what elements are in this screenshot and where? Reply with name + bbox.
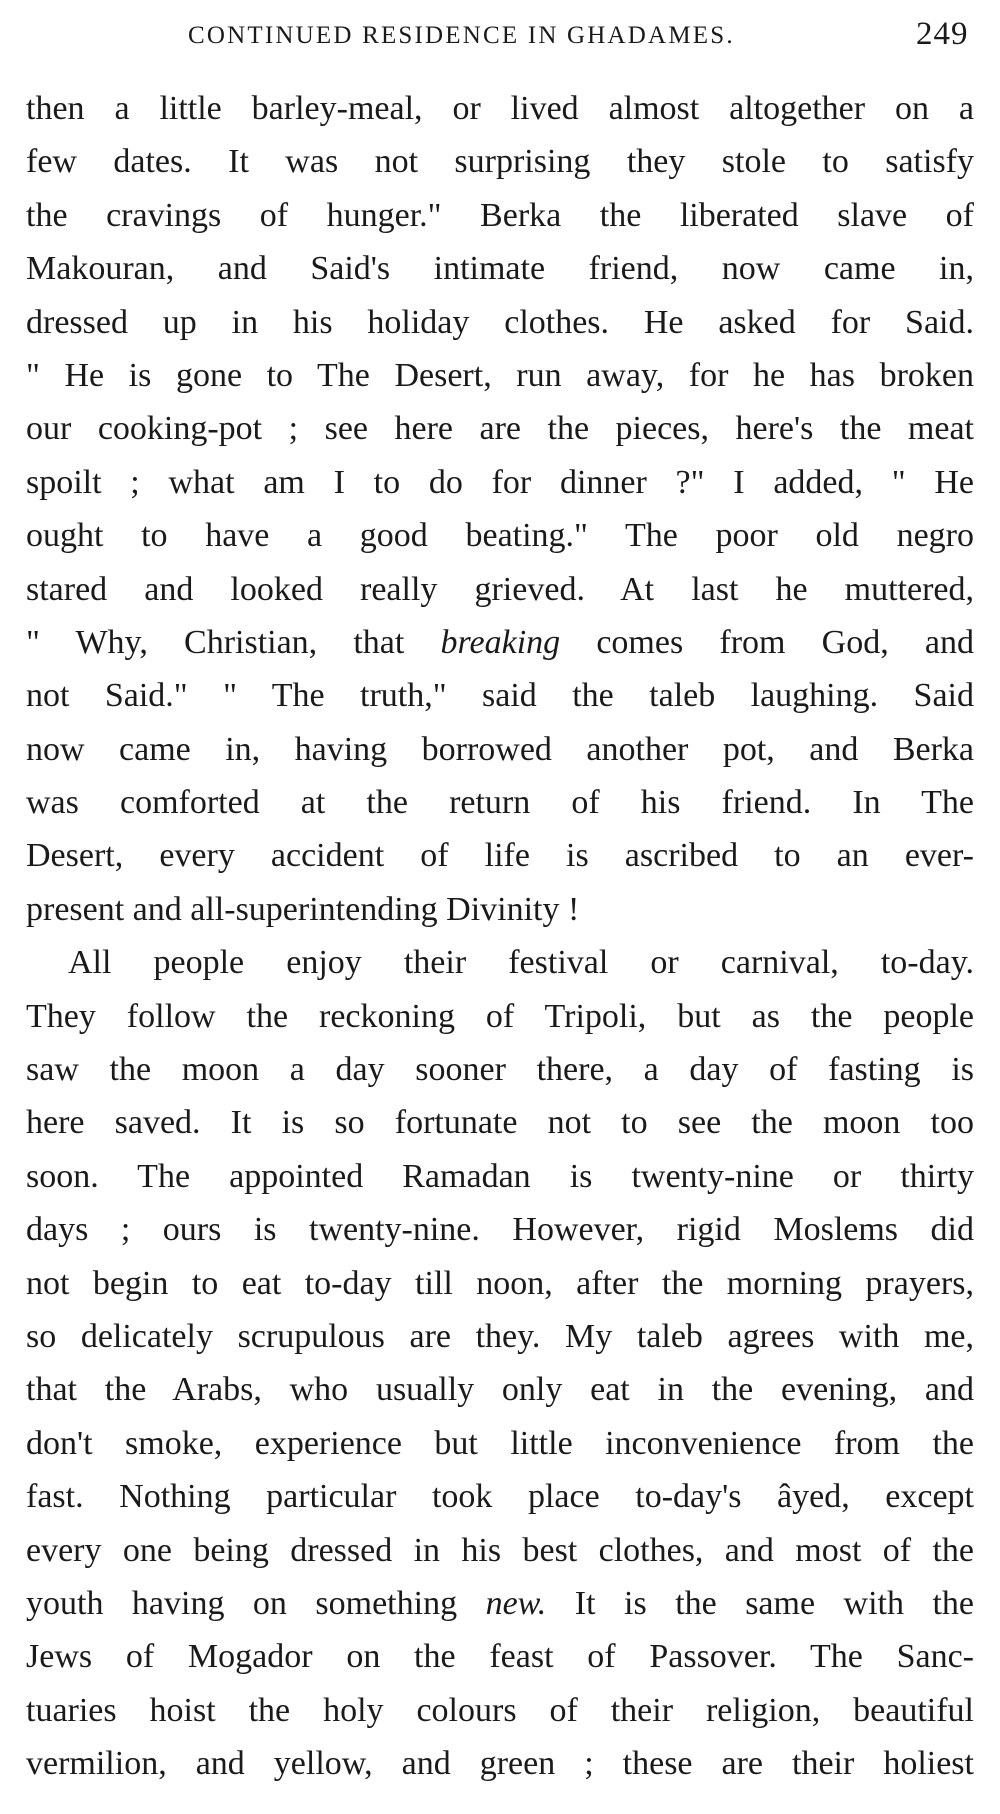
text-line: saw the moon a day sooner there, a day of fasting is xyxy=(26,1051,974,1089)
text-line: They follow the reckoning of Tripoli, but as the people xyxy=(26,997,974,1035)
text-line xyxy=(26,1577,974,1630)
text-line: vermilion, and yellow, and green ; these are their holiest xyxy=(26,1745,974,1783)
text-line: don't smoke, experience but little inconvenience from the xyxy=(26,1424,974,1462)
page-number: 249 xyxy=(916,16,969,52)
text-line: dressed up in his holiday clothes. He asked for Said. xyxy=(26,303,974,341)
italic-word: breaking xyxy=(440,623,561,661)
text-line: not begin to eat to-day till noon, after the morning prayers, xyxy=(26,1264,974,1302)
line-segment: comes from God, and xyxy=(560,623,974,661)
text-line: that the Arabs, who usually only eat in the evening, and xyxy=(26,1371,974,1409)
text-line: Makouran, and Said's intimate friend, now came in, xyxy=(26,250,974,288)
line-segment: " Why, Christian, that xyxy=(26,623,441,661)
text-line: fast. Nothing particular took place to-day's âyed, except xyxy=(26,1478,974,1516)
text-line: " He is gone to The Desert, run away, for he has broken xyxy=(26,356,974,394)
text-line: stared and looked really grieved. At last he muttered, xyxy=(26,570,974,608)
text-line: then a little barley-meal, or lived almost altogether on a xyxy=(26,90,974,127)
running-title: CONTINUED RESIDENCE IN GHADAMES. xyxy=(188,22,735,49)
text-line: not Said." " The truth," said the taleb laughing. Said xyxy=(26,677,974,715)
text-line: tuaries hoist the holy colours of their religion, beautiful xyxy=(26,1691,974,1729)
text-line: Desert, every accident of life is ascribed to an ever- xyxy=(26,837,974,875)
text-line: here saved. It is so fortunate not to see the moon too xyxy=(26,1104,974,1142)
line-segment: youth having on something xyxy=(26,1584,486,1622)
line-segment: It is the same with the xyxy=(546,1584,974,1622)
italic-word: new. xyxy=(485,1584,547,1622)
text-line: Jews of Mogador on the feast of Passover. The Sanc- xyxy=(26,1638,974,1676)
text-line xyxy=(26,616,974,669)
body-text xyxy=(26,82,974,1791)
text-line: every one being dressed in his best clothes, and most of the xyxy=(26,1531,974,1569)
text-line: now came in, having borrowed another pot, and Berka xyxy=(26,730,974,768)
text-line: was comforted at the return of his friend. In The xyxy=(26,784,974,822)
text-line: days ; ours is twenty-nine. However, rigid Moslems did xyxy=(26,1211,974,1249)
text-line: the cravings of hunger." Berka the liberated slave of xyxy=(26,196,974,234)
text-line: ought to have a good beating." The poor old negro xyxy=(26,517,974,555)
running-head xyxy=(0,14,1000,74)
text-line: few dates. It was not surprising they stole to satisfy xyxy=(26,143,974,181)
text-line: so delicately scrupulous are they. My taleb agrees with me, xyxy=(26,1317,974,1355)
text-line: spoilt ; what am I to do for dinner ?" I added, " He xyxy=(26,463,974,501)
text-line: All people enjoy their festival or carnival, to-day. xyxy=(68,944,974,982)
text-line: soon. The appointed Ramadan is twenty-nine or thirty xyxy=(26,1157,974,1195)
text-line: our cooking-pot ; see here are the pieces, here's the meat xyxy=(26,410,974,448)
text-line: present and all-superintending Divinity ! xyxy=(26,890,580,928)
